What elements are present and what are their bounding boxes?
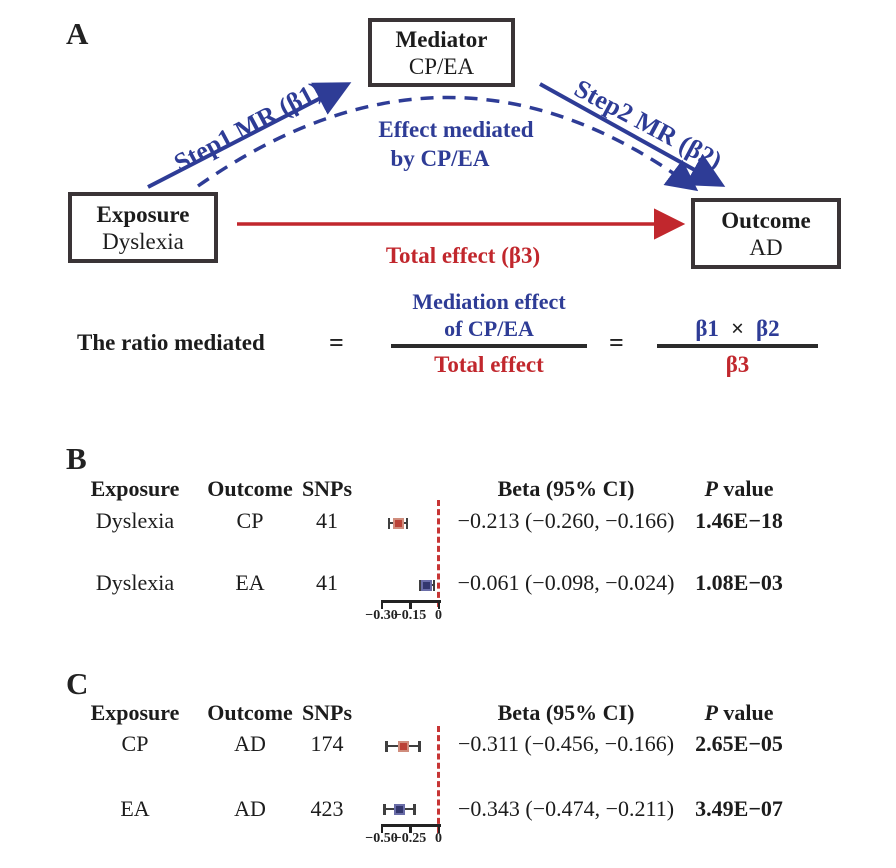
panel-a-label: A	[66, 16, 89, 51]
b-row1-snps: 41	[316, 508, 338, 533]
header-outcome-c: Outcome	[207, 700, 293, 725]
axis-tick-label: −0.50	[365, 831, 398, 846]
b-row1-exposure: Dyslexia	[95, 508, 175, 533]
equals-sign-2: =	[609, 328, 624, 357]
multiply-sign: ×	[730, 316, 745, 341]
header-beta-b: Beta (95% CI)	[497, 476, 635, 501]
outcome-box	[691, 198, 841, 269]
mediator-title: Mediator	[395, 26, 488, 52]
header-beta-c: Beta (95% CI)	[497, 700, 635, 725]
exposure-box	[68, 192, 218, 263]
mediation-effect-line2: of CP/EA	[444, 316, 534, 341]
header-exposure-b: Exposure	[90, 476, 180, 501]
ci-cap-low	[385, 741, 388, 752]
b-row2-exposure: Dyslexia	[95, 570, 175, 595]
header-snps-b: SNPs	[301, 476, 353, 501]
ci-cap-high	[406, 518, 409, 529]
total-effect-label: Total effect (β3)	[385, 243, 541, 268]
b-row1-outcome: CP	[236, 508, 264, 533]
b-row2-snps: 41	[316, 570, 338, 595]
point-estimate-marker	[393, 518, 404, 529]
outcome-subtitle: AD	[749, 234, 783, 260]
b-row1-pvalue: 1.46E−18	[695, 508, 783, 533]
p-header-rest: value	[723, 700, 774, 725]
exposure-title: Exposure	[96, 201, 190, 227]
beta1-symbol: β1	[695, 316, 719, 341]
header-snps-c: SNPs	[301, 700, 353, 725]
axis-tick-label: −0.25	[393, 831, 427, 846]
c-row2-outcome: AD	[234, 796, 266, 821]
axis-tick-label: 0	[435, 831, 442, 846]
ci-cap-low	[388, 518, 391, 529]
c-row1-snps: 174	[310, 731, 344, 756]
p-header-italic: P	[704, 700, 718, 725]
panel-b-label: B	[66, 441, 87, 476]
point-estimate-marker	[398, 741, 409, 752]
outcome-title: Outcome	[721, 207, 811, 233]
axis-tick-label: 0	[435, 608, 442, 623]
zero-reference-line	[437, 726, 440, 833]
mediator-subtitle: CP/EA	[408, 53, 475, 79]
ratio-mediated-label: The ratio mediated	[77, 330, 265, 355]
panel-c-label: C	[66, 666, 89, 701]
c-row2-beta: −0.343 (−0.474, −0.211)	[457, 796, 675, 821]
c-row1-outcome: AD	[234, 731, 266, 756]
c-row2-snps: 423	[310, 796, 344, 821]
ci-cap-high	[418, 741, 421, 752]
header-outcome-b: Outcome	[207, 476, 293, 501]
step1-arrow-label: Step1 MR (β1)	[169, 75, 327, 178]
b-row2-outcome: EA	[235, 570, 265, 595]
point-estimate-marker	[421, 580, 432, 591]
b-row1-beta: −0.213 (−0.260, −0.166)	[457, 508, 675, 533]
equals-sign-1: =	[329, 328, 344, 357]
mediated-effect-label-line2: by CP/EA	[390, 146, 490, 171]
c-row1-exposure: CP	[121, 731, 149, 756]
b-row2-pvalue: 1.08E−03	[695, 570, 783, 595]
total-effect-denominator: Total effect	[434, 352, 544, 377]
c-row2-exposure: EA	[120, 796, 150, 821]
mediation-effect-line1: Mediation effect	[412, 289, 566, 314]
mediated-effect-label-line1: Effect mediated	[378, 117, 534, 142]
zero-reference-line	[437, 500, 440, 607]
c-row1-beta: −0.311 (−0.456, −0.166)	[457, 731, 675, 756]
c-row2-pvalue: 3.49E−07	[695, 796, 783, 821]
mediator-box	[368, 18, 515, 87]
p-header-italic: P	[704, 476, 718, 501]
beta3-denominator: β3	[725, 352, 750, 377]
ci-cap-high	[413, 804, 416, 815]
axis-tick-label: −0.30	[365, 608, 398, 623]
step2-arrow-label: Step2 MR (β2)	[569, 73, 727, 176]
header-exposure-c: Exposure	[90, 700, 180, 725]
c-row1-pvalue: 2.65E−05	[695, 731, 783, 756]
ci-cap-high	[433, 580, 436, 591]
point-estimate-marker	[394, 804, 405, 815]
ci-cap-low	[383, 804, 386, 815]
b-row2-beta: −0.061 (−0.098, −0.024)	[457, 570, 675, 595]
axis-tick-label: −0.15	[393, 608, 427, 623]
beta2-symbol: β2	[756, 316, 780, 341]
p-header-rest: value	[723, 476, 774, 501]
exposure-subtitle: Dyslexia	[102, 228, 184, 254]
